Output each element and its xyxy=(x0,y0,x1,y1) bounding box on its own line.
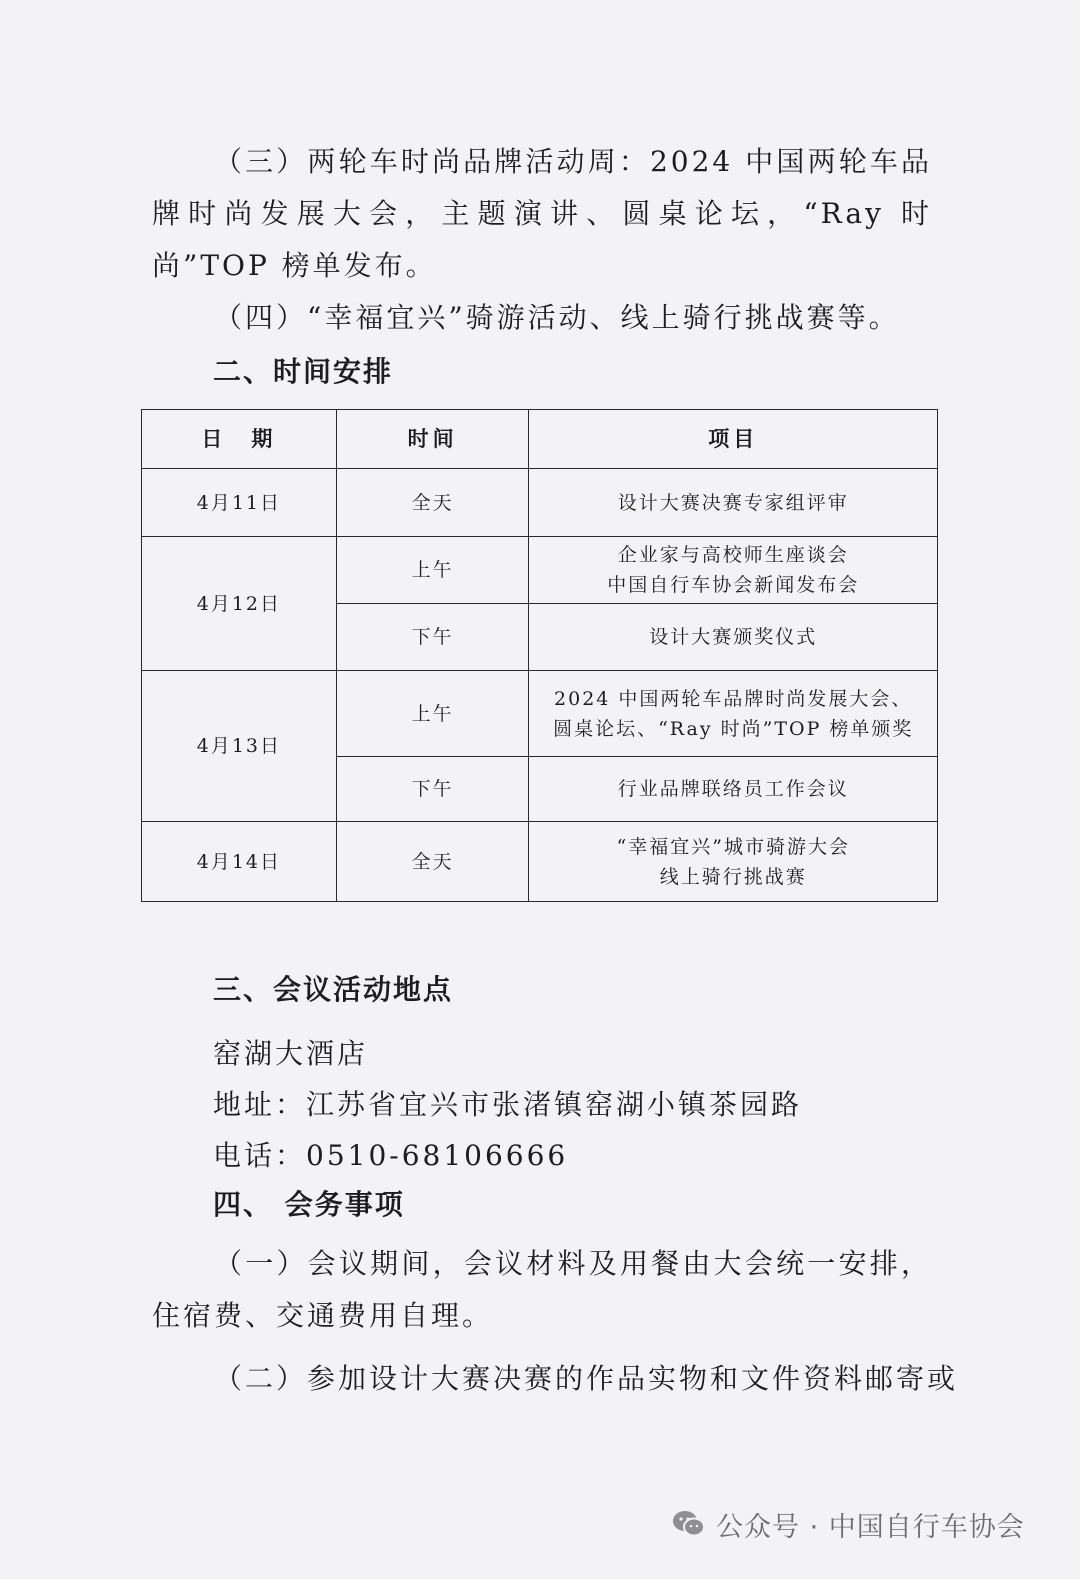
date-cell: 4月11日 xyxy=(142,469,337,537)
venue-phone: 电话：0510-68106666 xyxy=(213,1139,569,1172)
schedule-table xyxy=(141,409,938,902)
date-cell: 4月12日 xyxy=(142,537,337,671)
section-heading-venue: 三、会议活动地点 xyxy=(213,973,454,1006)
item-line: 中国自行车协会新闻发布会 xyxy=(607,574,860,596)
item-cell xyxy=(529,671,938,757)
item-line: 设计大赛决赛专家组评审 xyxy=(617,491,849,514)
date-cell: 4月14日 xyxy=(142,822,337,902)
header-item: 项目 xyxy=(529,410,938,469)
item-line: “幸福宜兴”城市骑游大会 xyxy=(616,835,850,858)
item-line: 行业品牌联络员工作会议 xyxy=(617,778,849,800)
item-cell xyxy=(529,537,938,604)
header-time: 时间 xyxy=(336,410,529,469)
table-row xyxy=(142,537,938,604)
item-cell xyxy=(529,469,938,537)
affairs-item-2: （二）参加设计大赛决赛的作品实物和文件资料邮寄或 xyxy=(214,1362,959,1395)
paragraph-item-3: （三）两轮车时尚品牌活动周：2024 中国两轮车品牌时尚发展大会，主题演讲、圆桌论坛，“Ray 时尚”TOP 榜单发布。 xyxy=(152,145,932,282)
item-cell xyxy=(529,604,938,671)
time-cell: 下午 xyxy=(336,604,529,671)
venue-address: 地址：江苏省宜兴市张渚镇窑湖小镇茶园路 xyxy=(213,1088,803,1121)
item-cell xyxy=(529,757,938,822)
table-row xyxy=(142,822,938,902)
item-cell xyxy=(529,822,938,902)
paragraph-item-4: （四）“幸福宜兴”骑游活动、线上骑行挑战赛等。 xyxy=(214,301,900,334)
section-heading-schedule: 二、时间安排 xyxy=(213,355,394,388)
item-line: 企业家与高校师生座谈会 xyxy=(617,544,849,566)
section-heading-affairs: 四、 会务事项 xyxy=(213,1188,405,1221)
date-cell: 4月13日 xyxy=(142,671,337,822)
wechat-account-watermark xyxy=(672,1504,1025,1544)
time-cell: 下午 xyxy=(336,757,529,822)
item-line: 设计大赛颁奖仪式 xyxy=(649,626,818,648)
time-cell: 上午 xyxy=(336,537,529,604)
table-row xyxy=(142,469,938,537)
table-header-row xyxy=(142,410,938,469)
watermark-text: 公众号 · 中国自行车协会 xyxy=(716,1511,1025,1543)
wechat-icon xyxy=(672,1509,706,1539)
time-cell: 全天 xyxy=(336,822,529,902)
item-line: 线上骑行挑战赛 xyxy=(659,865,807,888)
item-line: 2024 中国两轮车品牌时尚发展大会、 xyxy=(554,687,913,710)
header-date: 日 期 xyxy=(142,410,337,469)
table-row xyxy=(142,671,938,757)
venue-name: 窑湖大酒店 xyxy=(213,1037,369,1070)
time-cell: 上午 xyxy=(336,671,529,757)
affairs-item-1: （一）会议期间，会议材料及用餐由大会统一安排，住宿费、交通费用自理。 xyxy=(152,1247,932,1332)
time-cell: 全天 xyxy=(336,469,529,537)
item-line: 圆桌论坛、“Ray 时尚”TOP 榜单颁奖 xyxy=(553,717,914,740)
